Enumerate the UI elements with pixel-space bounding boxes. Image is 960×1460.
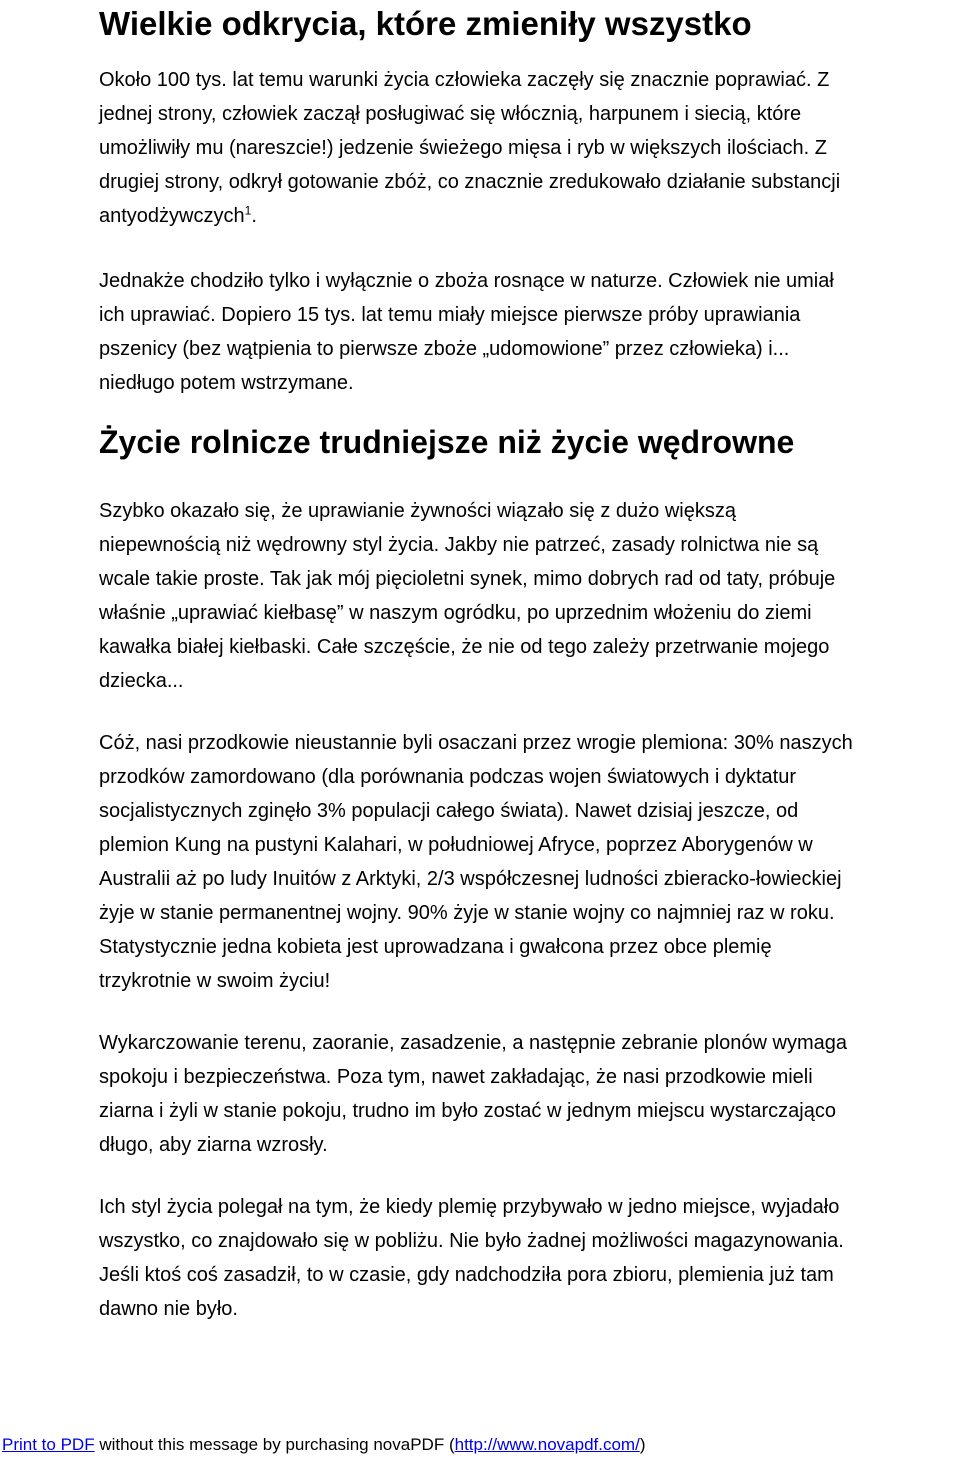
paragraph-line: dawno nie było. (99, 1298, 238, 1320)
paragraph-line: Jednakże chodziło tylko i wyłącznie o zboża rosnące w naturze. Człowiek nie umiał (99, 270, 834, 292)
paragraph-line: właśnie „uprawiać kiełbasę” w naszym ogródku, po uprzednim włożeniu do ziemi (99, 602, 812, 624)
paragraph-line: pszenicy (bez wątpienia to pierwsze zboże „udomowione” przez człowieka) i... (99, 338, 790, 360)
paragraph-line: Ich styl życia polegał na tym, że kiedy plemię przybywało w jedno miejsce, wyjadało (99, 1196, 840, 1218)
paragraph-line: trzykrotnie w swoim życiu! (99, 970, 331, 992)
paragraph-line: długo, aby ziarna wzrosły. (99, 1134, 328, 1156)
paragraph-line: Wykarczowanie terenu, zaoranie, zasadzenie, a następnie zebranie plonów wymaga (99, 1032, 848, 1054)
paragraph-line: umożliwiły mu (nareszcie!) jedzenie świeżego mięsa i ryb w większych ilościach. Z (99, 137, 828, 159)
footnote-reference: 1 (244, 203, 252, 218)
paragraph-line: niepewnością niż wędrowny styl życia. Jakby nie patrzeć, zasady rolnictwa nie są (99, 534, 819, 556)
paragraph-line: Około 100 tys. lat temu warunki życia człowieka zaczęły się znacznie poprawiać. Z (99, 69, 830, 91)
paragraph-text: antyodżywczych (99, 205, 245, 227)
paragraph-line: spokoju i bezpieczeństwa. Poza tym, nawet zakładając, że nasi przodkowie mieli (99, 1066, 813, 1088)
paragraph-line: plemion Kung na pustyni Kalahari, w południowej Afryce, poprzez Aborygenów w (99, 834, 813, 856)
page-title: Wielkie odkrycia, które zmieniły wszystko (99, 5, 752, 42)
paragraph-line: kawałka białej kiełbaski. Całe szczęście, że nie od tego zależy przetrwanie mojego (99, 636, 830, 658)
paragraph-line: Australii aż po ludy Inuitów z Arktyki, 2/3 współczesnej ludności zbieracko-łowieckiej (99, 868, 842, 890)
paragraph-1 (99, 63, 960, 233)
paragraph-line: żyje w stanie permanentnej wojny. 90% żyje w stanie wojny co najmniej raz w roku. (99, 902, 835, 924)
paragraph-line: Szybko okazało się, że uprawianie żywności wiązało się z dużo większą (99, 500, 736, 522)
paragraph-2 (99, 264, 960, 400)
paragraph-3 (99, 494, 960, 698)
paragraph-line: Cóż, nasi przodkowie nieustannie byli osaczani przez wrogie plemiona: 30% naszych (99, 732, 853, 754)
paragraph-line: wszystko, co znajdowało się w pobliżu. Nie było żadnej możliwości magazynowania. (99, 1230, 844, 1252)
footer-text: without this message by purchasing novaPDF ( (94, 1435, 455, 1454)
paragraph-text: . (251, 205, 257, 227)
paragraph-line: drugiej strony, odkrył gotowanie zbóż, co znacznie zredukowało działanie substancji (99, 171, 841, 193)
paragraph-line: wcale takie proste. Tak jak mój pięcioletni synek, mimo dobrych rad od taty, próbuje (99, 568, 836, 590)
print-to-pdf-link[interactable]: Print to PDF (2, 1435, 95, 1454)
paragraph-line: niedługo potem wstrzymane. (99, 372, 354, 394)
section-heading: Życie rolnicze trudniejsze niż życie wędrowne (99, 424, 795, 460)
novapdf-url-link[interactable]: http://www.novapdf.com/ (454, 1435, 640, 1454)
paragraph-4 (99, 726, 960, 998)
paragraph-line: przodków zamordowano (dla porównania podczas wojen światowych i dyktatur (99, 766, 797, 788)
paragraph-line: Statystycznie jedna kobieta jest uprowadzana i gwałcona przez obce plemię (99, 936, 772, 958)
paragraph-5 (99, 1026, 960, 1162)
paragraph-line: socjalistycznych zginęło 3% populacji całego świata). Nawet dzisiaj jeszcze, od (99, 800, 799, 822)
paragraph-6 (99, 1190, 960, 1326)
paragraph-line (99, 199, 960, 233)
print-footer (2, 1434, 645, 1456)
paragraph-line: dziecka... (99, 670, 184, 692)
paragraph-line: ich uprawiać. Dopiero 15 tys. lat temu miały miejsce pierwsze próby uprawiania (99, 304, 801, 326)
footer-text-end: ) (639, 1435, 646, 1454)
paragraph-line: jednej strony, człowiek zaczął posługiwać się włócznią, harpunem i siecią, które (99, 103, 802, 125)
paragraph-line: Jeśli ktoś coś zasadził, to w czasie, gdy nadchodziła pora zbioru, plemienia już tam (99, 1264, 834, 1286)
paragraph-line: ziarna i żyli w stanie pokoju, trudno im było zostać w jednym miejscu wystarczająco (99, 1100, 836, 1122)
